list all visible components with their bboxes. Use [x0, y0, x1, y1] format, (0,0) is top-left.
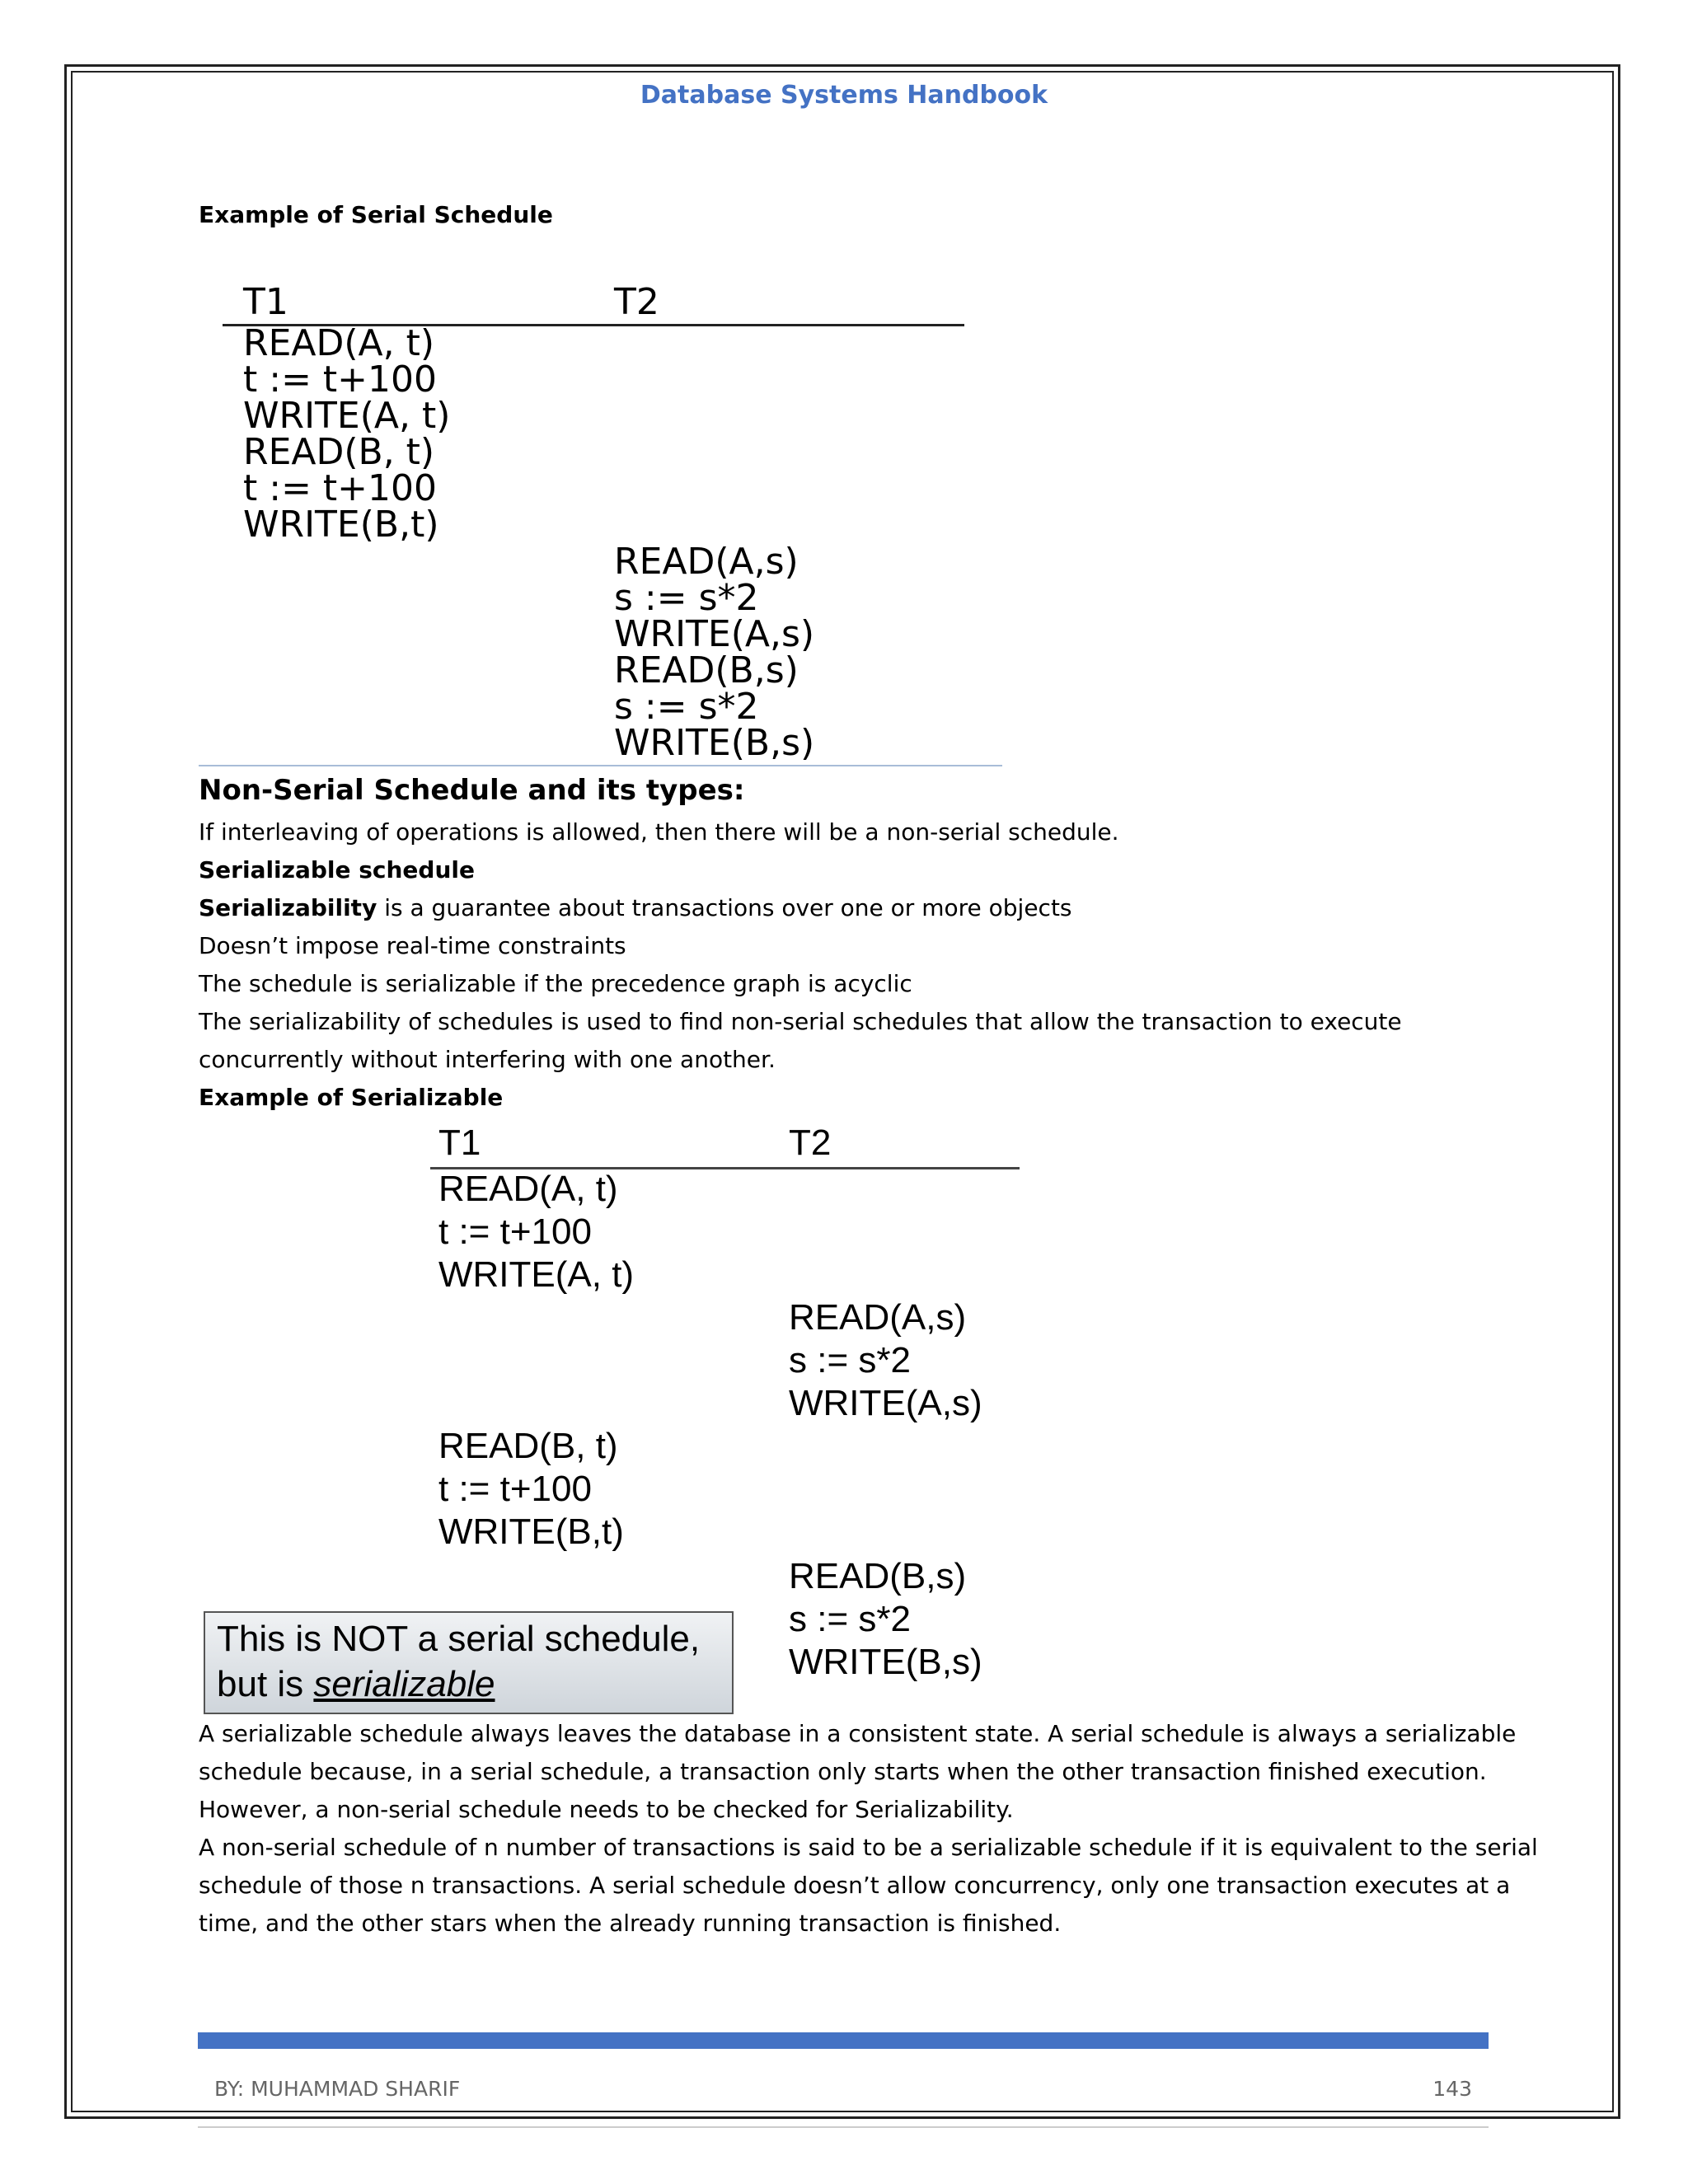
schedule2-t2-op: s := s*2	[789, 1599, 911, 1639]
schedule2-t1-op: READ(A, t)	[438, 1169, 618, 1209]
nonserial-text-line: Doesn’t impose real-time constraints	[199, 932, 626, 959]
serial-schedule-table	[214, 272, 1006, 766]
schedule2-t1-op: t := t+100	[438, 1469, 592, 1509]
nonserial-text-line: The schedule is serializable if the precedence graph is acyclic	[199, 970, 912, 997]
paragraph-line: A non-serial schedule of n number of transactions is said to be a serializable schedule if it is equivalent to the serial	[199, 1834, 1538, 1861]
nonserial-text-line: concurrently without interfering with one another.	[199, 1046, 776, 1073]
paragraph-line: A serializable schedule always leaves the database in a consistent state. A serial schedule is always a serializable	[199, 1720, 1517, 1747]
schedule2-t2-op: READ(A,s)	[789, 1297, 967, 1338]
note-prefix: but is	[217, 1664, 314, 1704]
schedule1-t2-op: WRITE(B,s)	[614, 722, 815, 764]
serializability-term: Serializability	[199, 894, 377, 921]
schedule2-t2-op: READ(B,s)	[789, 1556, 967, 1596]
page-header-title: Database Systems Handbook	[640, 81, 1048, 110]
schedule1-t2-op: READ(A,s)	[614, 541, 799, 583]
schedule2-t1-op: WRITE(A, t)	[438, 1254, 635, 1295]
nonserial-text-line: If interleaving of operations is allowed, then there will be a non-serial schedule.	[199, 818, 1119, 846]
footer-author: BY: MUHAMMAD SHARIF	[214, 2077, 461, 2101]
note-line: This is NOT a serial schedule,	[217, 1619, 701, 1659]
page-number: 143	[1432, 2077, 1472, 2101]
schedule1-t1-op: t := t+100	[243, 467, 438, 509]
serializability-definition	[199, 889, 1072, 927]
schedule1-t2-op: READ(B,s)	[614, 649, 799, 691]
schedule2-t1-op: t := t+100	[438, 1212, 592, 1252]
schedule1-t1-op: WRITE(A, t)	[243, 395, 451, 437]
serializable-subheading: Serializable schedule	[199, 856, 475, 883]
paragraph-line: schedule because, in a serial schedule, a transaction only starts when the other transaction finished execution.	[199, 1758, 1487, 1785]
schedule2-t2-op: s := s*2	[789, 1340, 911, 1380]
schedule1-t2-op: s := s*2	[614, 686, 759, 728]
serializable-example-heading: Example of Serializable	[199, 1084, 504, 1111]
schedule1-col1-header: T1	[243, 281, 288, 323]
serial-schedule-heading: Example of Serial Schedule	[199, 201, 553, 228]
footer-accent-bar	[198, 2032, 1489, 2049]
schedule2-col2-header: T2	[789, 1122, 832, 1163]
schedule1-t2-op: s := s*2	[614, 577, 759, 619]
schedule1-col2-header: T2	[614, 281, 659, 323]
schedule1-t1-op: t := t+100	[243, 359, 438, 401]
schedule2-t1-op: WRITE(B,t)	[438, 1511, 624, 1552]
footer-bottom-rule	[198, 2126, 1489, 2128]
schedule1-bottom-rule	[199, 765, 1002, 766]
schedule2-t1-op: READ(B, t)	[438, 1426, 618, 1466]
note-emphasis: serializable	[313, 1664, 495, 1704]
schedule1-t2-op: WRITE(A,s)	[614, 613, 815, 655]
serializable-note-box	[204, 1611, 734, 1714]
paragraph-line: time, and the other stars when the already running transaction is finished.	[199, 1910, 1062, 1937]
schedule2-t2-op: WRITE(B,s)	[789, 1642, 982, 1682]
paragraph-line: However, a non-serial schedule needs to be checked for Serializability.	[199, 1796, 1014, 1823]
nonserial-heading: Non-Serial Schedule and its types:	[199, 774, 745, 807]
schedule1-t1-op: READ(A, t)	[243, 322, 435, 364]
paragraph-line: schedule of those n transactions. A serial schedule doesn’t allow concurrency, only one transaction executes at a	[199, 1872, 1511, 1899]
serializability-definition-rest: is a guarantee about transactions over one or more objects	[377, 894, 1072, 921]
note-line	[217, 1661, 720, 1707]
schedule2-col1-header: T1	[438, 1122, 481, 1163]
nonserial-text-line: The serializability of schedules is used to find non-serial schedules that allow the transaction to execute	[199, 1008, 1402, 1035]
schedule1-t1-op: READ(B, t)	[243, 431, 435, 473]
schedule1-t1-op: WRITE(B,t)	[243, 504, 439, 546]
schedule2-t2-op: WRITE(A,s)	[789, 1383, 982, 1423]
